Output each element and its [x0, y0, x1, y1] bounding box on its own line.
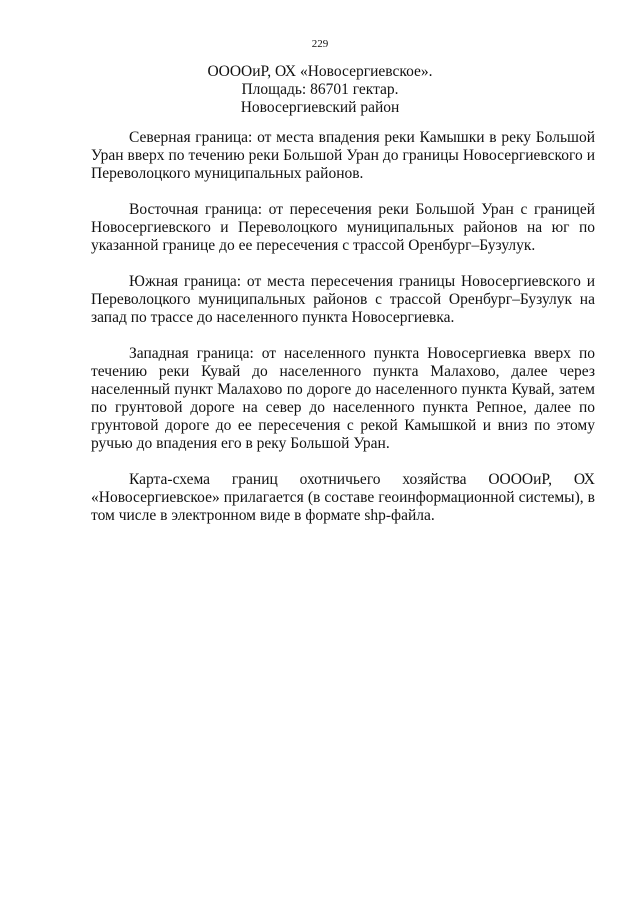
- document-body: [91, 129, 595, 543]
- header-area: Площадь: 86701 гектар.: [241, 81, 399, 98]
- paragraph-west-border: Западная граница: от населенного пункта Новосергиевка вверх по течению реки Кувай до населенного пункта Малахово, далее через населенный пункт Малахово по дороге до населенного пункта Кувай, затем по грунтовой дороге на север до населенного пункта Репное, далее по грунтовой дороге до ее пересечения с рекой Камышкой и вниз по этому ручью до впадения его в реку Большой Уран.: [91, 345, 595, 452]
- paragraph-map-scheme: Карта-схема границ охотничьего хозяйства ООООиР, ОХ «Новосергиевское» прилагается (в составе геоинформационной системы), в том числе в электронном виде в формате shp-файла.: [91, 471, 595, 524]
- header-district: Новосергиевский район: [240, 99, 400, 116]
- document-header: [0, 63, 640, 117]
- paragraph-east-border: Восточная граница: от пересечения реки Большой Уран с границей Новосергиевского и Переволоцкого муниципальных районов на юг по указанной границе до ее пересечения с трассой Оренбург–Бузулук.: [91, 201, 595, 254]
- paragraph-south-border: Южная граница: от места пересечения границы Новосергиевского и Переволоцкого муниципальных районов с трассой Оренбург–Бузулук на запад по трассе до населенного пункта Новосергиевка.: [91, 273, 595, 326]
- paragraph-north-border: Северная граница: от места впадения реки Камышки в реку Большой Уран вверх по течению реки Большой Уран до границы Новосергиевского и Переволоцкого муниципальных районов.: [91, 129, 595, 182]
- header-title: ООООиР, ОХ «Новосергиевское».: [207, 63, 433, 80]
- page-number: 229: [311, 38, 329, 50]
